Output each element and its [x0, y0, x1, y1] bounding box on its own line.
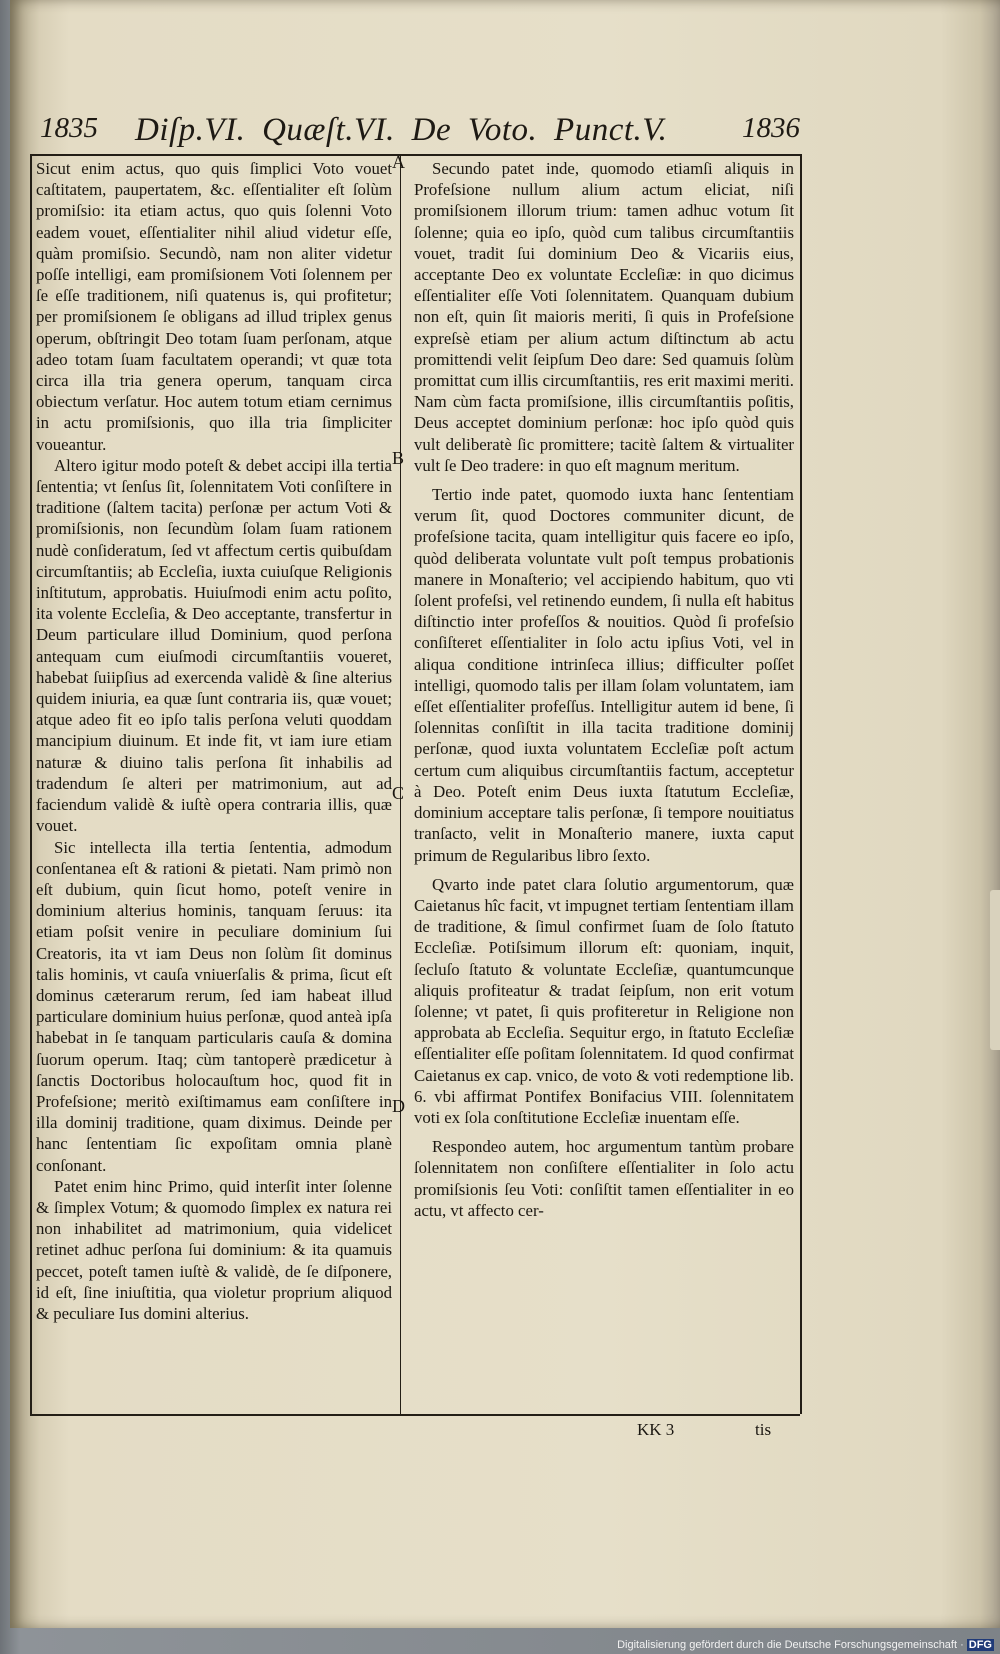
signature-mark: KK 3	[637, 1420, 675, 1439]
page-number-right: 1836	[742, 112, 800, 144]
frame-top-rule	[30, 154, 800, 156]
margin-marker-d: D	[392, 1096, 405, 1116]
margin-marker-a: A	[392, 152, 405, 172]
catchword: tis	[755, 1420, 772, 1439]
paragraph: Respondeo autem, hoc argumentum tantùm probare ſolennitatem non conſiſtere eſſentialiter in ſolo actu promiſsionis ſeu Voti: conſiſtit tamen eſſentialiter in eo actu, vt affecto cer-	[414, 1137, 794, 1220]
running-title: Diſp.VI. Quæſt.VI. De Voto. Punct.V.	[135, 112, 668, 148]
frame-left-rule	[30, 154, 32, 1414]
margin-marker-c: C	[392, 783, 405, 803]
paragraph: Patet enim hinc Primo, quid interſit inter ſolenne & ſimplex Votum; & quomodo ſimplex ex natura rei non inhabilitet ad matrimonium, quia videlicet retinet adhuc perſona ſui dominium: & ita quamuis peccet, poteſt tamen iuſtè & validè, de ſe diſponere, id eſt, ſine iniuſtitia, qua violetur proprium aliquod & peculiare Ius domini alterius.	[36, 1176, 392, 1323]
frame-bottom-rule	[30, 1414, 800, 1416]
page-number-left: 1835	[40, 112, 98, 144]
paragraph: Tertio inde patet, quomodo iuxta hanc ſententiam verum ſit, quod Doctores communiter dicunt, de profeſsione tacita, quam intelligitur quis facere eo ipſo, quòd deliberata voluntate vult poſt tempus probationis manere in Monaſterio; vel accipiendo habitum, quo vti ſolent profeſsi, vel retinendo eundem, ſi nulla eſt habitus diſtinctio inter profeſſos & nouitios. Quòd ſi profeſsio conſiſteret eſſentialiter in ſolo actu ipſius Voti, vel in aliqua conditione intrinſeca illius; difficulter poſſet intelligi, quomodo talis per illam ſolam voluntatem, iam eſſet eſſentialiter profeſſus. Intelligitur autem id bene, ſi ſolennitas conſiſtit in illa tacita traditione dominij perſonæ, quod iuxta voluntatem Eccleſiæ poſt actum certum cum aliquibus circumſtantiis factum, acceptetur à Deo. Poteſt enim Deus iuxta ſtatutum Eccleſiæ, dominium acceptare talis perſonæ, ſi tempore nouitiatus tranſacto, velit in Monaſterio manere, iuxta caput primum de Regularibus libro ſexto.	[414, 485, 794, 865]
page-tab	[990, 890, 1000, 1050]
digitization-credit	[617, 1639, 994, 1651]
margin-marker-b: B	[392, 448, 405, 468]
right-column	[414, 158, 794, 1221]
paragraph: Secundo patet inde, quomodo etiamſi aliquis in Profeſsione nullum alium actum eliciat, niſi promiſsionem illorum trium: tamen adhuc votum ſit ſolenne; quia eo ipſo, quòd cum talibus circumſtantiis vouet, tradit ſui dominium Deo & Vicariis eius, acceptante Deo ex voluntate Eccleſiæ: in quo dicimus eſſentialiter eſſe Voti ſolennitatem. Quanquam dubium non eſt, quin ſit maioris meriti, ſi quis in Profeſsione expreſsè etiam per alium actum diſtinctum ab actu promittendi velit ſeipſum Deo dare: Sed quamuis ſolùm promittat cum illis circumſtantiis, res erit maximi meriti. Nam cùm facta promiſsione, illis circumſtantiis poſitis, Deus acceptet dominium perſonæ: hoc ipſo quòd quis vult deliberatè ſic promittere; tacitè ſaltem & virtualiter vult ſe Deo tradere: in quo eſt magnum meritum.	[414, 159, 794, 475]
paragraph: Sic intellecta illa tertia ſententia, admodum conſentanea eſt & rationi & pietati. Nam primò non eſt dubium, quin ſicut homo, poteſt venire in dominium alterius hominis, tanquam ſeruus: ita etiam poſsit venire in peculiare dominium ſui Creatoris, ita vt iam Deus non ſolùm ſit dominus talis hominis, vt cauſa vniuerſalis & prima, ſicut eſt dominus cæterarum rerum, ſed iam habeat illud particulare dominium huius perſonæ, quod anteà ipſa habebat in ſe tanquam particularis cauſa & domina ſuorum operum. Itaq; cùm tantoperè prædicetur à ſanctis Doctoribus holocauſtum hoc, quod fit in Profeſsione; meritò exiſtimamus eam conſiſtere in illa dominij traditione, quam diximus. Deinde per hanc ſententiam ſic expoſitam omnia planè conſonant.	[36, 837, 392, 1175]
left-column	[36, 158, 392, 1324]
paragraph: Qvarto inde patet clara ſolutio argumentorum, quæ Caietanus hîc facit, vt impugnet tertiam ſententiam illam de traditione, & ſimul confirmet ſuam de ſolo ſtatuto Eccleſiæ. Potiſsimum illorum eſt: quoniam, inquit, ſecluſo ſtatuto & voluntate Eccleſiæ, quantumcunque aliquis profiteatur & tradat ſeipſum, non erit votum ſolenne; vt patet, ſi quis profiteretur in Religione non approbata ab Eccleſia. Sequitur ergo, in ſtatuto Eccleſiæ eſſentialiter eſſe poſitam ſolennitatem. Id quod confirmat Caietanus ex cap. vnico, de voto & voti redemptione lib. 6. vbi affirmat Pontifex Bonifacius VIII. ſolennitatem voti ex ſola conſtitutione Eccleſiæ inuentam eſſe.	[414, 874, 794, 1127]
running-header	[40, 112, 800, 154]
frame-right-rule	[800, 154, 802, 1414]
credit-text: Digitalisierung gefördert durch die Deutsche Forschungsgemeinschaft ·	[617, 1639, 964, 1651]
paragraph: Sicut enim actus, quo quis ſimplici Voto vouet caſtitatem, paupertatem, &c. eſſentialiter eſt ſolùm promiſsio: ita etiam actus, quo quis ſolenni Voto eadem vouet, eſſentialiter nihil aliud videtur eſſe, quàm promiſsio. Secundò, nam non aliter videtur poſſe intelligi, eam promiſsionem Voti ſolennem per ſe eſſe traditionem, niſi quatenus is, qui profitetur; per promiſsionem ſe obligans ad illud triplex genus operum, obſtringit Deo totam ſuam perſonam, atque adeo totam ſuam facultatem operandi; vt quæ tota circa illa tria genera operum, tanquam circa obiectum verſatur. Hoc autem totum etiam cernimus in actu promiſsionis, quo illa tria ſimpliciter voueantur.	[36, 159, 392, 454]
dfg-logo: DFG	[968, 1639, 992, 1651]
paragraph: Altero igitur modo poteſt & debet accipi illa tertia ſententia; vt ſenſus ſit, ſolennitatem Voti conſiſtere in traditione (ſaltem tacita) perſonæ per actum Voti & promiſsionis, non ſecundùm ſolam ſuam rationem nudè conſideratum, ſed vt affectum certis quibuſdam circumſtantiis; ab Eccleſia, iuxta cuiuſque Religionis inſtitutum, approbatis. Huiuſmodi enim actu poſito, ita volente Eccleſia, & Deo acceptante, transfertur in Deum particulare illud Dominium, quod perſona antequam cum eiuſmodi circumſtantiis voueret, habebat ſuiipſius ad exercenda validè & ſine alterius quidem iniuria, ea quæ ſunt contraria iis, quæ vouet; atque adeo fit eo ipſo talis perſona veluti quoddam mancipium diuinum. Et inde fit, vt iam iure etiam naturæ & diuino talis perſona ſit inhabilis ad tradendum ſe alteri per matrimonium, aut ad faciendum validè & iuſtè opera contraria illis, quæ vouet.	[36, 455, 392, 836]
